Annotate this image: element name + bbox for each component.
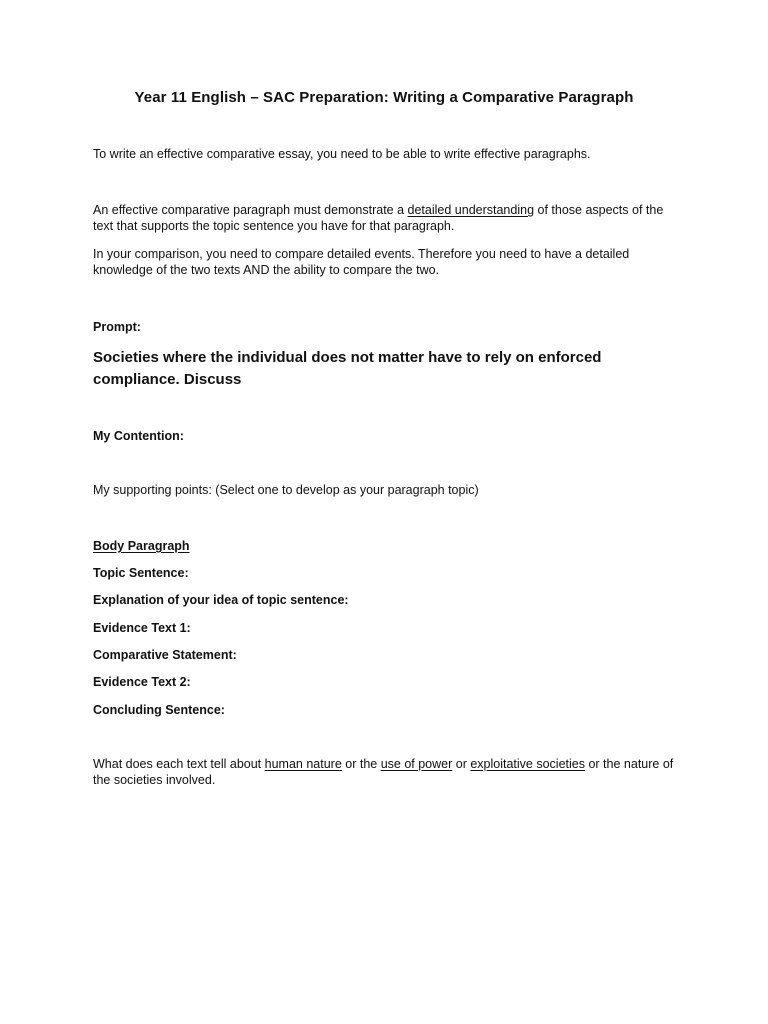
prompt-text: Societies where the individual does not matter have to rely on enforced compliance. Discuss bbox=[93, 349, 602, 388]
comparison-paragraph: In your comparison, you need to compare detailed events. Therefore you need to have a detailed knowledge of the two texts AND the ability to compare the two. bbox=[93, 247, 630, 277]
use-of-power-underlined: use of power bbox=[380, 757, 453, 771]
topic-sentence-label: Topic Sentence: bbox=[93, 566, 189, 580]
explanation-label: Explanation of your idea of topic sentence: bbox=[93, 593, 349, 607]
human-nature-underlined: human nature bbox=[264, 757, 342, 771]
effective-paragraph bbox=[93, 202, 683, 234]
exploitative-societies-underlined: exploitative societies bbox=[470, 757, 585, 771]
detailed-understanding-underlined: detailed understanding bbox=[407, 203, 535, 217]
effective-text-before: An effective comparative paragraph must demonstrate a bbox=[93, 203, 408, 217]
page-title: Year 11 English – SAC Preparation: Writing a Comparative Paragraph bbox=[134, 89, 634, 106]
evidence-text-1-label: Evidence Text 1: bbox=[93, 621, 191, 635]
prompt-label: Prompt: bbox=[93, 320, 141, 334]
supporting-points-label: My supporting points: (Select one to develop as your paragraph topic) bbox=[93, 483, 479, 497]
contention-label: My Contention: bbox=[93, 429, 184, 443]
question-part-3: or bbox=[452, 757, 471, 771]
evidence-text-2-label: Evidence Text 2: bbox=[93, 675, 191, 689]
question-part-4: or the nature of the societies involved. bbox=[93, 757, 674, 787]
comparative-statement-label: Comparative Statement: bbox=[93, 648, 237, 662]
intro-paragraph: To write an effective comparative essay, you need to be able to write effective paragraphs. bbox=[93, 147, 591, 161]
concluding-sentence-label: Concluding Sentence: bbox=[93, 703, 225, 717]
question-part-1: What does each text tell about bbox=[93, 757, 265, 771]
question-paragraph bbox=[93, 756, 683, 788]
effective-text-after: of those aspects of the text that supports the topic sentence you have for that paragraph. bbox=[93, 203, 664, 233]
body-paragraph-heading: Body Paragraph bbox=[93, 539, 190, 553]
question-part-2: or the bbox=[341, 757, 381, 771]
